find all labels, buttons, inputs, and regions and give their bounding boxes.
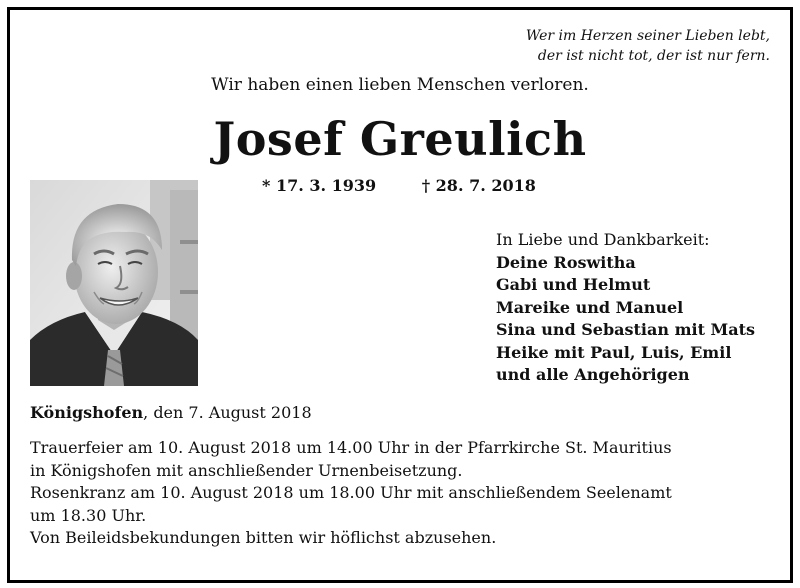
motto-line-1: Wer im Herzen seiner Lieben lebt, bbox=[525, 28, 770, 44]
family-member: Mareike und Manuel bbox=[496, 297, 684, 317]
place-date: , den 7. August 2018 bbox=[143, 403, 312, 422]
death-date: † 28. 7. 2018 bbox=[421, 176, 536, 195]
portrait-photo bbox=[30, 180, 198, 386]
funeral-notice-line-1: Trauerfeier am 10. August 2018 um 14.00 Uhr in der Pfarrkirche St. Mauritius bbox=[30, 438, 672, 457]
condolence-notice: Von Beileidsbekundungen bitten wir höflichst abzusehen. bbox=[30, 528, 497, 547]
family-lead: In Liebe und Dankbarkeit: bbox=[496, 230, 710, 249]
obituary-notice bbox=[7, 7, 793, 583]
life-dates bbox=[262, 176, 536, 195]
deceased-name: Josef Greulich bbox=[213, 112, 587, 166]
portrait-photo-illustration bbox=[30, 180, 198, 386]
family-member: Gabi und Helmut bbox=[496, 275, 651, 294]
rosary-notice-line-2: um 18.30 Uhr. bbox=[30, 505, 147, 525]
rosary-notice-line-1: Rosenkranz am 10. August 2018 um 18.00 Uhr mit anschließendem Seelenamt bbox=[30, 483, 672, 502]
service-notices bbox=[30, 437, 780, 550]
birth-date: * 17. 3. 1939 bbox=[262, 176, 377, 195]
intro-text: Wir haben einen lieben Menschen verloren. bbox=[211, 75, 589, 95]
family-signature bbox=[496, 229, 755, 387]
motto-line-2: der ist nicht tot, der ist nur fern. bbox=[537, 48, 770, 64]
funeral-notice-line-2: in Königshofen mit anschließender Urnenbeisetzung. bbox=[30, 460, 463, 480]
family-member: und alle Angehörigen bbox=[496, 365, 690, 384]
place-and-date bbox=[30, 403, 312, 422]
family-member: Heike mit Paul, Luis, Emil bbox=[496, 342, 732, 362]
family-member: Deine Roswitha bbox=[496, 252, 636, 272]
motto-quote bbox=[526, 26, 770, 66]
place-town: Königshofen bbox=[30, 403, 144, 422]
family-member: Sina und Sebastian mit Mats bbox=[496, 320, 756, 339]
